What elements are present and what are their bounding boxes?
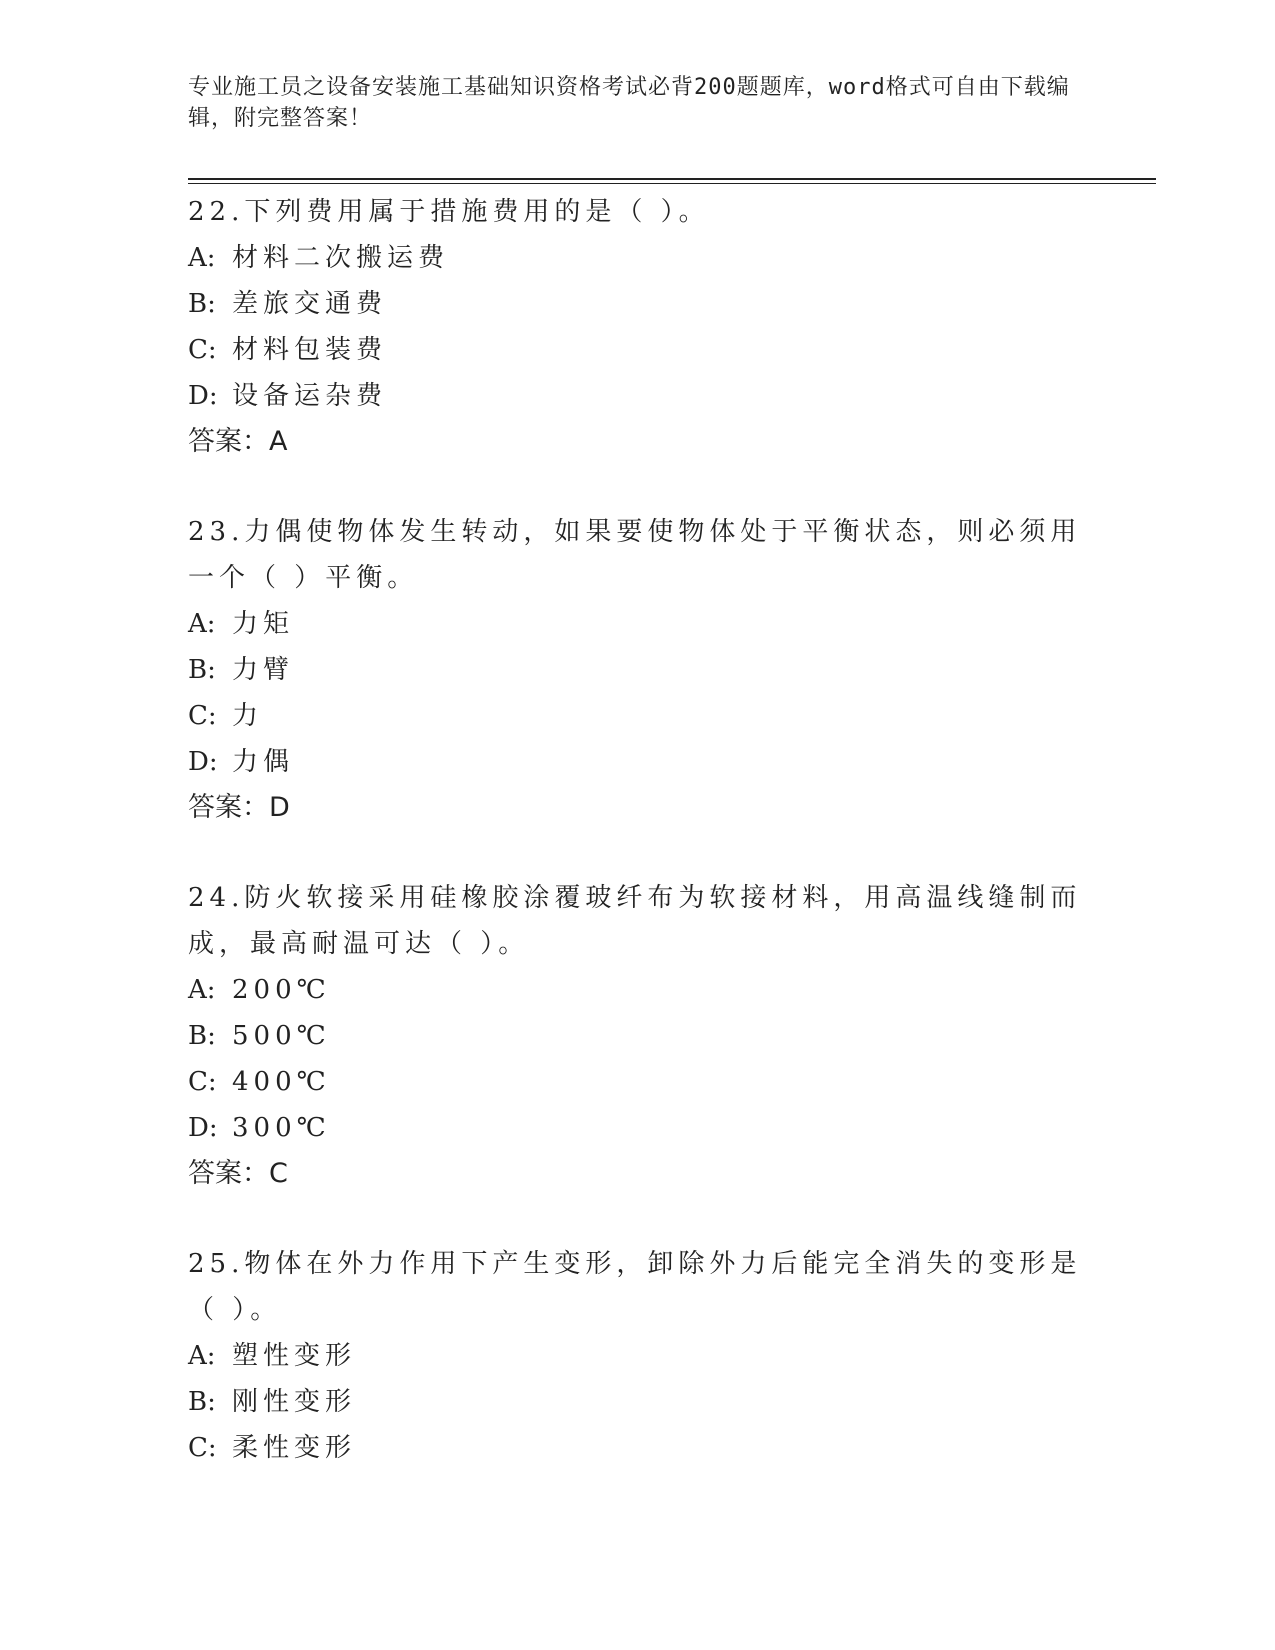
option-key: A: (188, 243, 216, 273)
option-key: C: (188, 335, 217, 365)
option-text: 柔性变形 (232, 1433, 357, 1463)
option-b (188, 1379, 1088, 1425)
option-key: D: (188, 747, 218, 777)
option-text: 力矩 (232, 609, 295, 639)
option-text: 力 (232, 701, 264, 731)
option-key: B: (188, 1387, 216, 1417)
question-23 (188, 509, 1088, 831)
question-25 (188, 1241, 1088, 1471)
question-stem: 23.力偶使物体发生转动，如果要使物体处于平衡状态，则必须用一个（ ）平衡。 (188, 517, 1082, 593)
answer-line: 答案：D (188, 792, 290, 823)
header-divider-thick (188, 178, 1156, 180)
header-divider-thin (188, 183, 1156, 184)
document-header: 专业施工员之设备安装施工基础知识资格考试必背200题题库，word格式可自由下载编辑，附完整答案！ (188, 75, 1070, 131)
option-c (188, 1059, 1088, 1105)
option-a (188, 1333, 1088, 1379)
option-b (188, 281, 1088, 327)
question-22 (188, 189, 1088, 465)
option-c (188, 1425, 1088, 1471)
question-stem: 22.下列费用属于措施费用的是（ ）。 (188, 197, 710, 227)
option-key: B: (188, 1021, 216, 1051)
option-key: B: (188, 655, 216, 685)
option-text: 200℃ (232, 975, 331, 1005)
question-stem: 24.防火软接采用硅橡胶涂覆玻纤布为软接材料，用高温线缝制而成，最高耐温可达（ ）。 (188, 883, 1082, 959)
question-24 (188, 875, 1088, 1197)
option-key: A: (188, 1341, 216, 1371)
option-a (188, 601, 1088, 647)
option-text: 400℃ (232, 1067, 331, 1097)
option-key: C: (188, 1067, 217, 1097)
option-key: A: (188, 975, 216, 1005)
option-key: D: (188, 1113, 218, 1143)
option-c (188, 327, 1088, 373)
option-text: 材料二次搬运费 (232, 243, 450, 273)
answer-line: 答案：C (188, 1158, 288, 1189)
option-text: 塑性变形 (232, 1341, 357, 1371)
option-a (188, 967, 1088, 1013)
option-text: 设备运杂费 (232, 381, 388, 411)
option-text: 力偶 (232, 747, 295, 777)
option-text: 刚性变形 (232, 1387, 357, 1417)
option-b (188, 647, 1088, 693)
option-key: D: (188, 381, 218, 411)
answer-line: 答案：A (188, 426, 288, 457)
option-text: 300℃ (232, 1113, 331, 1143)
option-d (188, 739, 1088, 785)
question-stem: 25.物体在外力作用下产生变形，卸除外力后能完全消失的变形是（ ）。 (188, 1249, 1082, 1325)
option-key: C: (188, 701, 217, 731)
option-key: C: (188, 1433, 217, 1463)
option-key: A: (188, 609, 216, 639)
option-text: 材料包装费 (232, 335, 388, 365)
option-text: 差旅交通费 (232, 289, 388, 319)
option-text: 500℃ (232, 1021, 331, 1051)
option-text: 力臂 (232, 655, 295, 685)
question-list (188, 189, 1088, 1515)
option-a (188, 235, 1088, 281)
option-d (188, 1105, 1088, 1151)
option-d (188, 373, 1088, 419)
option-c (188, 693, 1088, 739)
option-key: B: (188, 289, 216, 319)
option-b (188, 1013, 1088, 1059)
